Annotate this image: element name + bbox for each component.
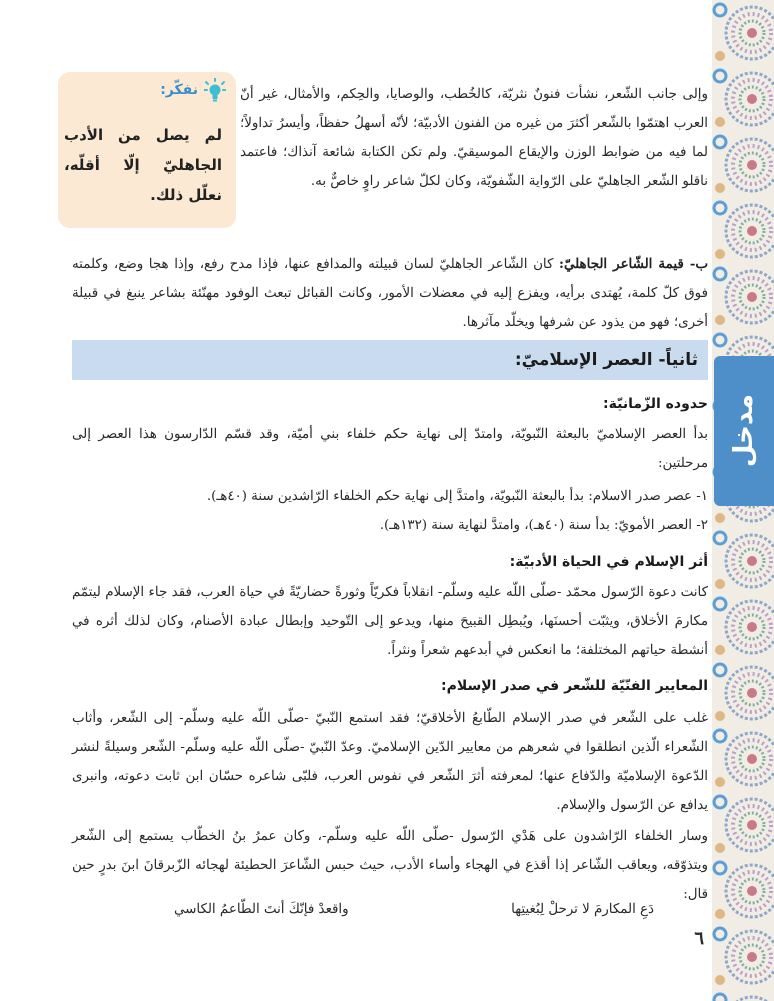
impact-paragraph: كانت دعوة الرّسول محمّد -صلّى اللّه عليه وسلّم- انقلاباً فكريّاً وثورةً حضاريّةً في حياة العرب، فقد جاء الإسلام ليتمّم مكارمَ الأخلاق، ويثبّت أحسنَها، ويُبطِل القبيحَ منها، ويدعو إلى التّوحيد وإبطال عبادة الأصنام، وكان لذلك أثره في أنشطة حياتهم المختلفة؛ ما انعكس في أبدعهم شعراً ونثراً.	[72, 585, 708, 658]
poet-value-label: ب- قيمة الشّاعر الجاهليّ:	[559, 256, 708, 272]
chapter-side-tab	[714, 356, 774, 506]
criteria-heading: المعايير الفنّيّة للشّعر في صدر الإسلام:	[440, 678, 708, 694]
verse-first-hemistich: دَعِ المكارمَ لا ترحلْ لِبُغيتِها	[511, 902, 654, 917]
borders-paragraph: بدأ العصر الإسلاميّ بالبعثة النّبويّة، وامتدّ إلى نهاية حكم خلفاء بني أميّة، وقد قسّم الدّارسون هذا العصر إلى مرحلتين:	[72, 427, 708, 471]
side-tab-label: مدخل	[729, 394, 759, 468]
criteria-paragraph-1: غلب على الشّعر في صدر الإسلام الطّابعُ الأخلاقيّ؛ فقد استمع النّبيّ -صلّى اللّه عليه وسلّم- إلى الشّعر، وأثاب الشّعراء الّذين انطلقوا في شعرهم من معايير الدّين الإسلاميّ. وعدّ النّبيّ -صلّى اللّه عليه وسلّم- الشّعر وسيلةً لنشر الدّعوة الإسلاميّة والدّفاع عنها؛ لمعرفته أثرَ الشّعر في نفوس العرب، فلبّى شاعره حسّان ابن ثابت دعوته، وانبرى يدافع عن الرّسول والإسلام.	[72, 711, 708, 813]
lightbulb-icon	[204, 78, 226, 102]
borders-heading: حدوده الزّمانيّة:	[603, 396, 708, 412]
poet-value-paragraph	[72, 250, 708, 337]
think-box-question: لم يصل من الأدب الجاهليّ إلّا أقلّه، نعلّل ذلك.	[64, 126, 222, 204]
stage-item-1: ١- عصر صدر الاسلام: بدأ بالبعثة النّبويّة، وامتدَّ إلى نهاية حكم الخلفاء الرّاشدين سنة (٤٠هـ).	[206, 489, 708, 504]
intro-paragraph: وإلى جانب الشّعر، نشأت فنونٌ نثريّة، كالخُطب، والوصايا، والحِكم، والأمثال، غير أنّ العرب اهتمّوا بالشّعر أكثرَ من غيره من الفنون الأدبيّة؛ لأنّه أسهلُ حفظاً، وأيسرُ تداولاً؛ لما فيه من ضوابط الوزن والإيقاع الموسيقيّ. ولم تكن الكتابة شائعة آنذاك؛ فاعتمد ناقلو الشّعر الجاهليّ على الرّواية الشّفويّة، وكان لكلّ شاعر راوٍ خاصٌّ به.	[240, 87, 708, 189]
section-title: ثانياً- العصر الإسلاميّ:	[514, 350, 698, 370]
section-title-bar	[72, 340, 708, 380]
think-box-title: نفكّر:	[160, 82, 198, 98]
poem-verse	[174, 896, 654, 924]
page-number: ٦	[694, 928, 704, 949]
criteria-paragraph-2: وسار الخلفاء الرّاشدون على هَدْي الرّسول -صلّى اللّه عليه وسلّم-، وكان عمرُ بنُ الخطّاب يستمع إلى الشّعر ويتذوّقه، ويعاقب الشّاعر إذا أقذع في الهجاء وأساء الأدب، حيث حبس الشّاعرَ الحطيئة لهجائه الزّبرقانَ ابنَ بدرٍ حين قال:	[72, 829, 708, 902]
think-box-header	[160, 78, 226, 102]
poet-value-text: كان الشّاعر الجاهليّ لسان قبيلته والمدافع عنها، فإذا مدح رفع، وإذا هجا وضع، وكلمته فوق كلّ كلمة، يُهتدى برأيه، ويفزع إليه في معضلات الأمور، وكانت القبائل تبعث الوفود مهنّئة بشاعر ينبغ في قبيلة أخرى؛ فهو من يذود عن شرفها ويخلّد مآثرها.	[72, 257, 708, 330]
verse-second-hemistich: واقعدْ فإنّكَ أنتَ الطّاعمُ الكاسي	[174, 902, 349, 917]
stage-item-2: ٢- العصر الأمويّ: بدأ سنة (٤٠هـ)، وامتدَّ لنهاية سنة (١٣٢هـ).	[379, 518, 708, 533]
think-box	[58, 72, 236, 228]
impact-heading: أثر الإسلام في الحياة الأدبيّة:	[509, 554, 708, 570]
